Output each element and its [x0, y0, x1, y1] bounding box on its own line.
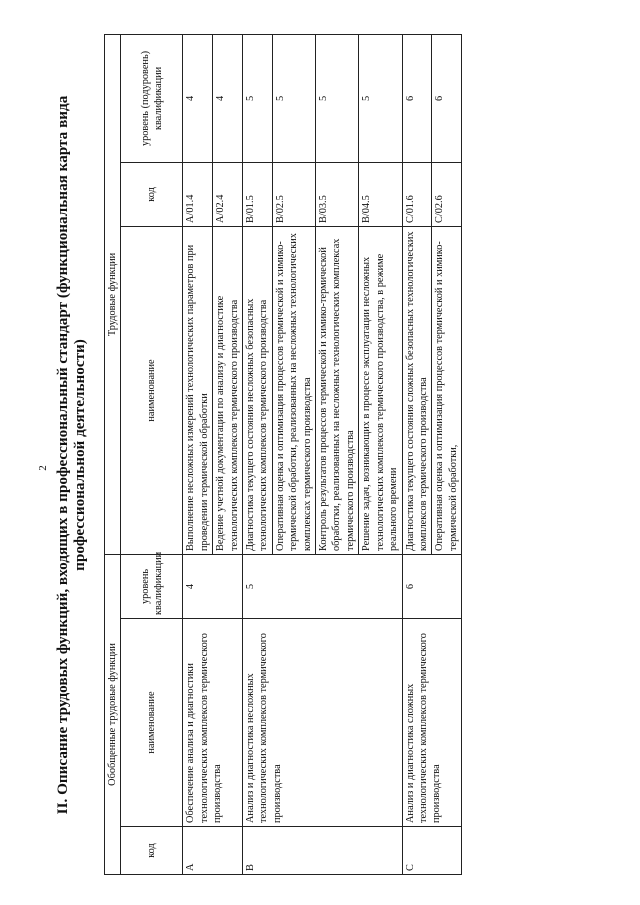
function-level: 5: [243, 34, 273, 162]
group-code: B: [243, 827, 402, 875]
table-row: [402, 34, 432, 874]
function-level: 5: [272, 34, 315, 162]
page-title-line-2: профессиональной деятельности): [71, 339, 88, 571]
col-header-name: наименование: [121, 619, 183, 827]
group-level: 5: [243, 554, 402, 618]
col-header-tf-name: наименование: [121, 226, 183, 554]
function-code: B/01.5: [243, 162, 273, 226]
function-code: A/02.4: [213, 162, 243, 226]
group-level: 4: [183, 554, 243, 618]
function-level: 5: [359, 34, 402, 162]
col-header-tf-code: код: [121, 162, 183, 226]
page-number: 2: [37, 465, 49, 471]
function-name: Оперативная оценка и оптимизация процессов термической и химико-термической обработки, реализованных на несложных технологических комплексах термического производства: [272, 226, 315, 554]
table-row: [183, 34, 213, 874]
group-code: C: [402, 827, 462, 875]
labor-functions-header: Трудовые функции: [105, 34, 121, 554]
function-name: Диагностика текущего состояния несложных безопасных технологических комплексов термического производства: [243, 226, 273, 554]
function-name: Оперативная оценка и оптимизация процессов термической и химико-термической обработки,: [432, 226, 462, 554]
function-name: Выполнение несложных измерений технологических параметров при проведении термической обработки: [183, 226, 213, 554]
function-name: Решение задач, возникающих в процессе эксплуатации несложных технологических комплексов термического производства, в режиме реального времени: [359, 226, 402, 554]
header-row-groups: [105, 34, 121, 874]
rotated-page-content: [52, 25, 622, 885]
page-title: [52, 25, 104, 885]
function-code: B/03.5: [316, 162, 359, 226]
function-level: 6: [432, 34, 462, 162]
header-row-columns: [121, 34, 183, 874]
group-name: Анализ и диагностика несложных технологических комплексов термического производства: [243, 619, 402, 827]
function-level: 5: [316, 34, 359, 162]
function-level: 4: [183, 34, 213, 162]
function-level: 4: [213, 34, 243, 162]
function-name: Ведение учетной документации по анализу и диагностике технологических комплексов термического производства: [213, 226, 243, 554]
function-code: B/02.5: [272, 162, 315, 226]
function-code: A/01.4: [183, 162, 213, 226]
col-header-tf-level: уровень (подуровень) квалификации: [121, 34, 183, 162]
function-name: Контроль результатов процессов термической и химико-термической обработки, реализованных на несложных технологических комплексах термического производства: [316, 226, 359, 554]
col-header-code: код: [121, 827, 183, 875]
col-header-level: уровень квалификации: [121, 554, 183, 618]
functional-map-table: [104, 34, 462, 875]
group-level: 6: [402, 554, 462, 618]
group-name: Анализ и диагностика сложных технологических комплексов термического производства: [402, 619, 462, 827]
function-level: 6: [402, 34, 432, 162]
function-code: B/04.5: [359, 162, 402, 226]
page-title-line-1: II. Описание трудовых функций, входящих в профессиональный стандарт (функциональная карта вида: [54, 95, 71, 815]
function-code: C/01.6: [402, 162, 432, 226]
generalized-functions-header: Обобщенные трудовые функции: [105, 554, 121, 874]
group-code: A: [183, 827, 243, 875]
group-name: Обеспечение анализа и диагностики технологических комплексов термического производства: [183, 619, 243, 827]
table-row: [243, 34, 273, 874]
function-code: C/02.6: [432, 162, 462, 226]
function-name: Диагностика текущего состояния сложных безопасных технологических комплексов термического производства: [402, 226, 432, 554]
